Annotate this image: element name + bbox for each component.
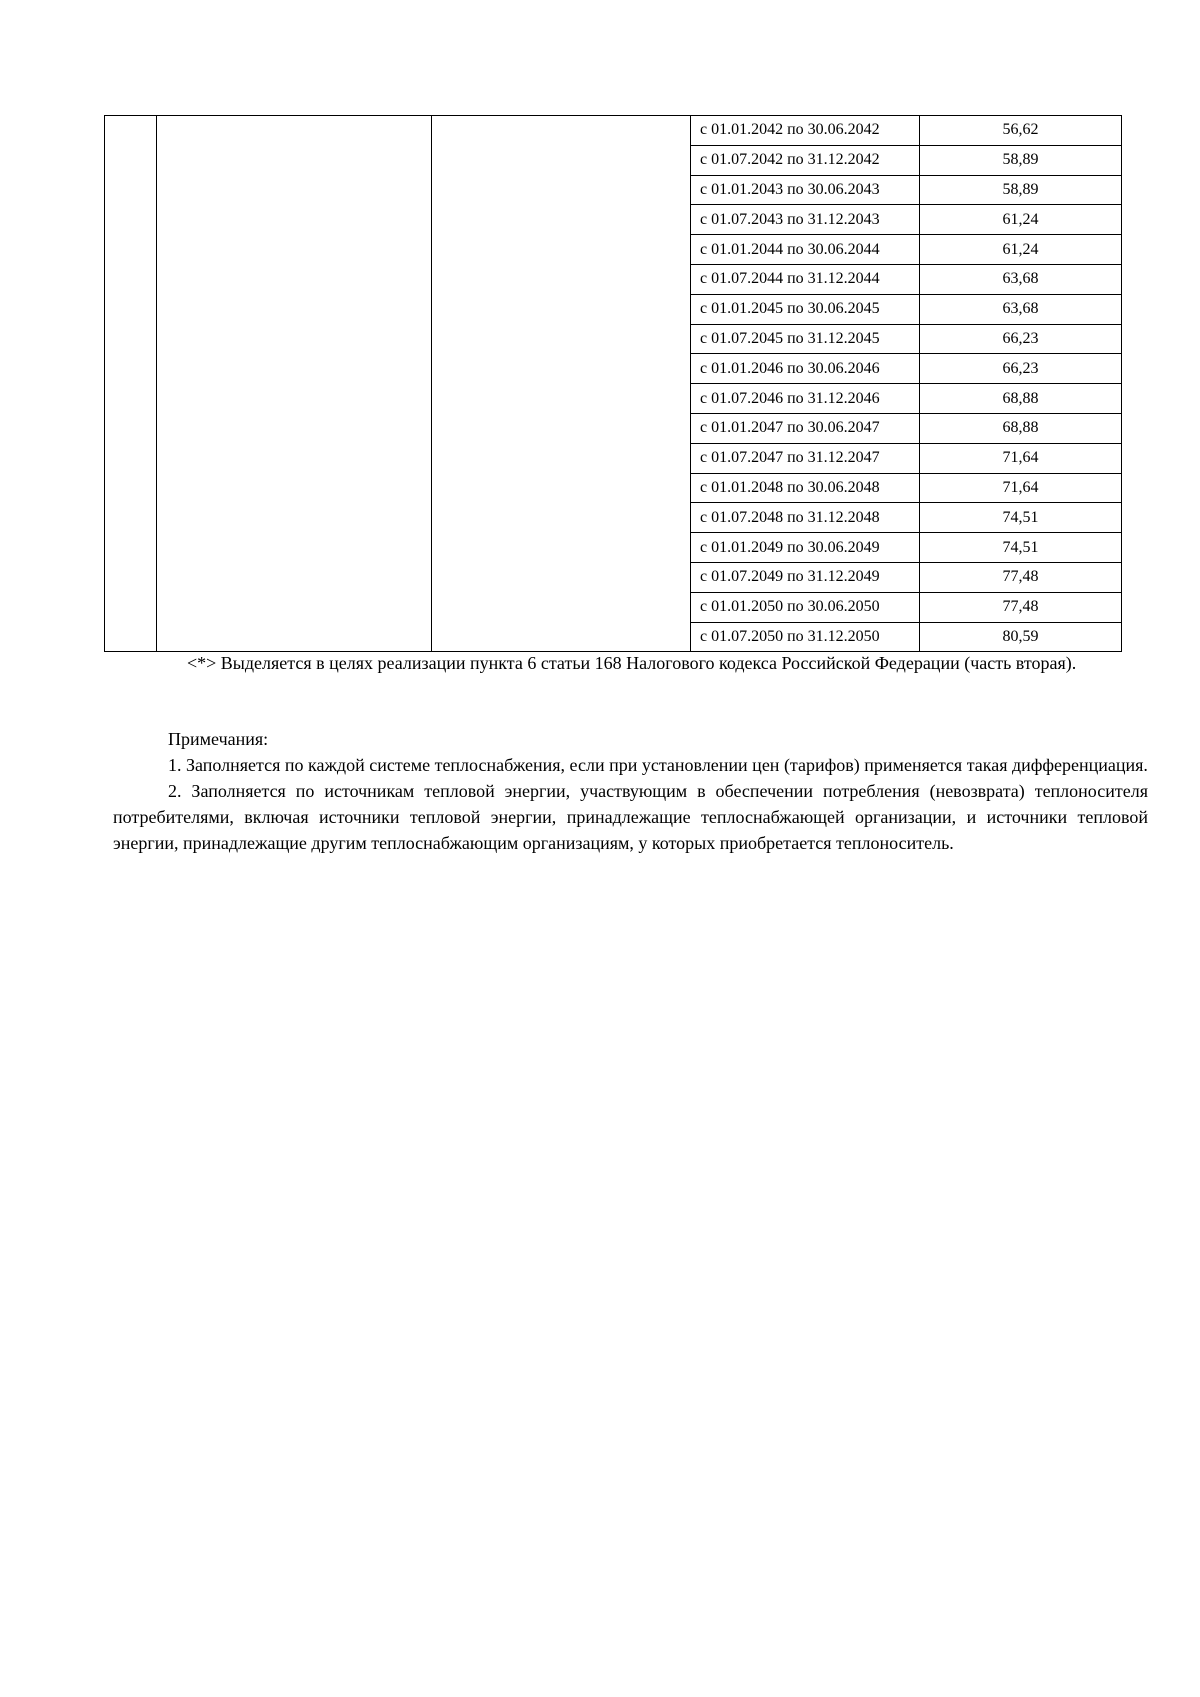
period-cell: с 01.01.2043 по 30.06.2043: [691, 175, 920, 205]
blank-cell-source: [432, 116, 691, 652]
value-cell: 68,88: [920, 413, 1122, 443]
period-cell: с 01.07.2046 по 31.12.2046: [691, 384, 920, 414]
period-cell: с 01.07.2050 по 31.12.2050: [691, 622, 920, 652]
value-cell: 66,23: [920, 354, 1122, 384]
value-cell: 66,23: [920, 324, 1122, 354]
period-cell: с 01.01.2045 по 30.06.2045: [691, 294, 920, 324]
period-cell: с 01.07.2045 по 31.12.2045: [691, 324, 920, 354]
period-cell: с 01.01.2044 по 30.06.2044: [691, 235, 920, 265]
period-cell: с 01.07.2044 по 31.12.2044: [691, 264, 920, 294]
value-cell: 74,51: [920, 503, 1122, 533]
value-cell: 58,89: [920, 145, 1122, 175]
value-cell: 71,64: [920, 473, 1122, 503]
period-cell: с 01.01.2046 по 30.06.2046: [691, 354, 920, 384]
period-cell: с 01.07.2048 по 31.12.2048: [691, 503, 920, 533]
period-cell: с 01.07.2042 по 31.12.2042: [691, 145, 920, 175]
notes-heading: Примечания:: [168, 729, 269, 749]
value-cell: 77,48: [920, 562, 1122, 592]
period-cell: с 01.01.2048 по 30.06.2048: [691, 473, 920, 503]
value-cell: 61,24: [920, 205, 1122, 235]
note-item-1: 1. Заполняется по каждой системе теплоснабжения, если при установлении цен (тарифов) применяется такая дифференциация.: [168, 755, 1148, 775]
period-cell: с 01.01.2047 по 30.06.2047: [691, 413, 920, 443]
period-cell: с 01.01.2049 по 30.06.2049: [691, 533, 920, 563]
blank-cell-number: [105, 116, 157, 652]
note-item-2: 2. Заполняется по источникам тепловой энергии, участвующим в обеспечении потребления (невозврата) теплоносителя потребителями, включая источники тепловой энергии, принадлежащие теплоснабжающей организации, и источники тепловой энергии, принадлежащие другим теплоснабжающим организациям, у которых приобретается теплоноситель.: [113, 781, 1148, 853]
period-cell: с 01.07.2047 по 31.12.2047: [691, 443, 920, 473]
notes-section: [113, 726, 1148, 856]
value-cell: 68,88: [920, 384, 1122, 414]
period-cell: с 01.07.2043 по 31.12.2043: [691, 205, 920, 235]
value-cell: 80,59: [920, 622, 1122, 652]
period-cell: с 01.01.2050 по 30.06.2050: [691, 592, 920, 622]
value-cell: 63,68: [920, 264, 1122, 294]
value-cell: 74,51: [920, 533, 1122, 563]
tariff-table: [104, 115, 1122, 652]
value-cell: 58,89: [920, 175, 1122, 205]
value-cell: 56,62: [920, 116, 1122, 146]
blank-cell-name: [157, 116, 432, 652]
tariff-table-body: [105, 116, 1122, 652]
value-cell: 71,64: [920, 443, 1122, 473]
value-cell: 63,68: [920, 294, 1122, 324]
value-cell: 77,48: [920, 592, 1122, 622]
period-cell: с 01.07.2049 по 31.12.2049: [691, 562, 920, 592]
footnote: <*> Выделяется в целях реализации пункта 6 статьи 168 Налогового кодекса Российской Федерации (часть вторая).: [187, 653, 1077, 673]
period-cell: с 01.01.2042 по 30.06.2042: [691, 116, 920, 146]
value-cell: 61,24: [920, 235, 1122, 265]
table-row: [105, 116, 1122, 146]
